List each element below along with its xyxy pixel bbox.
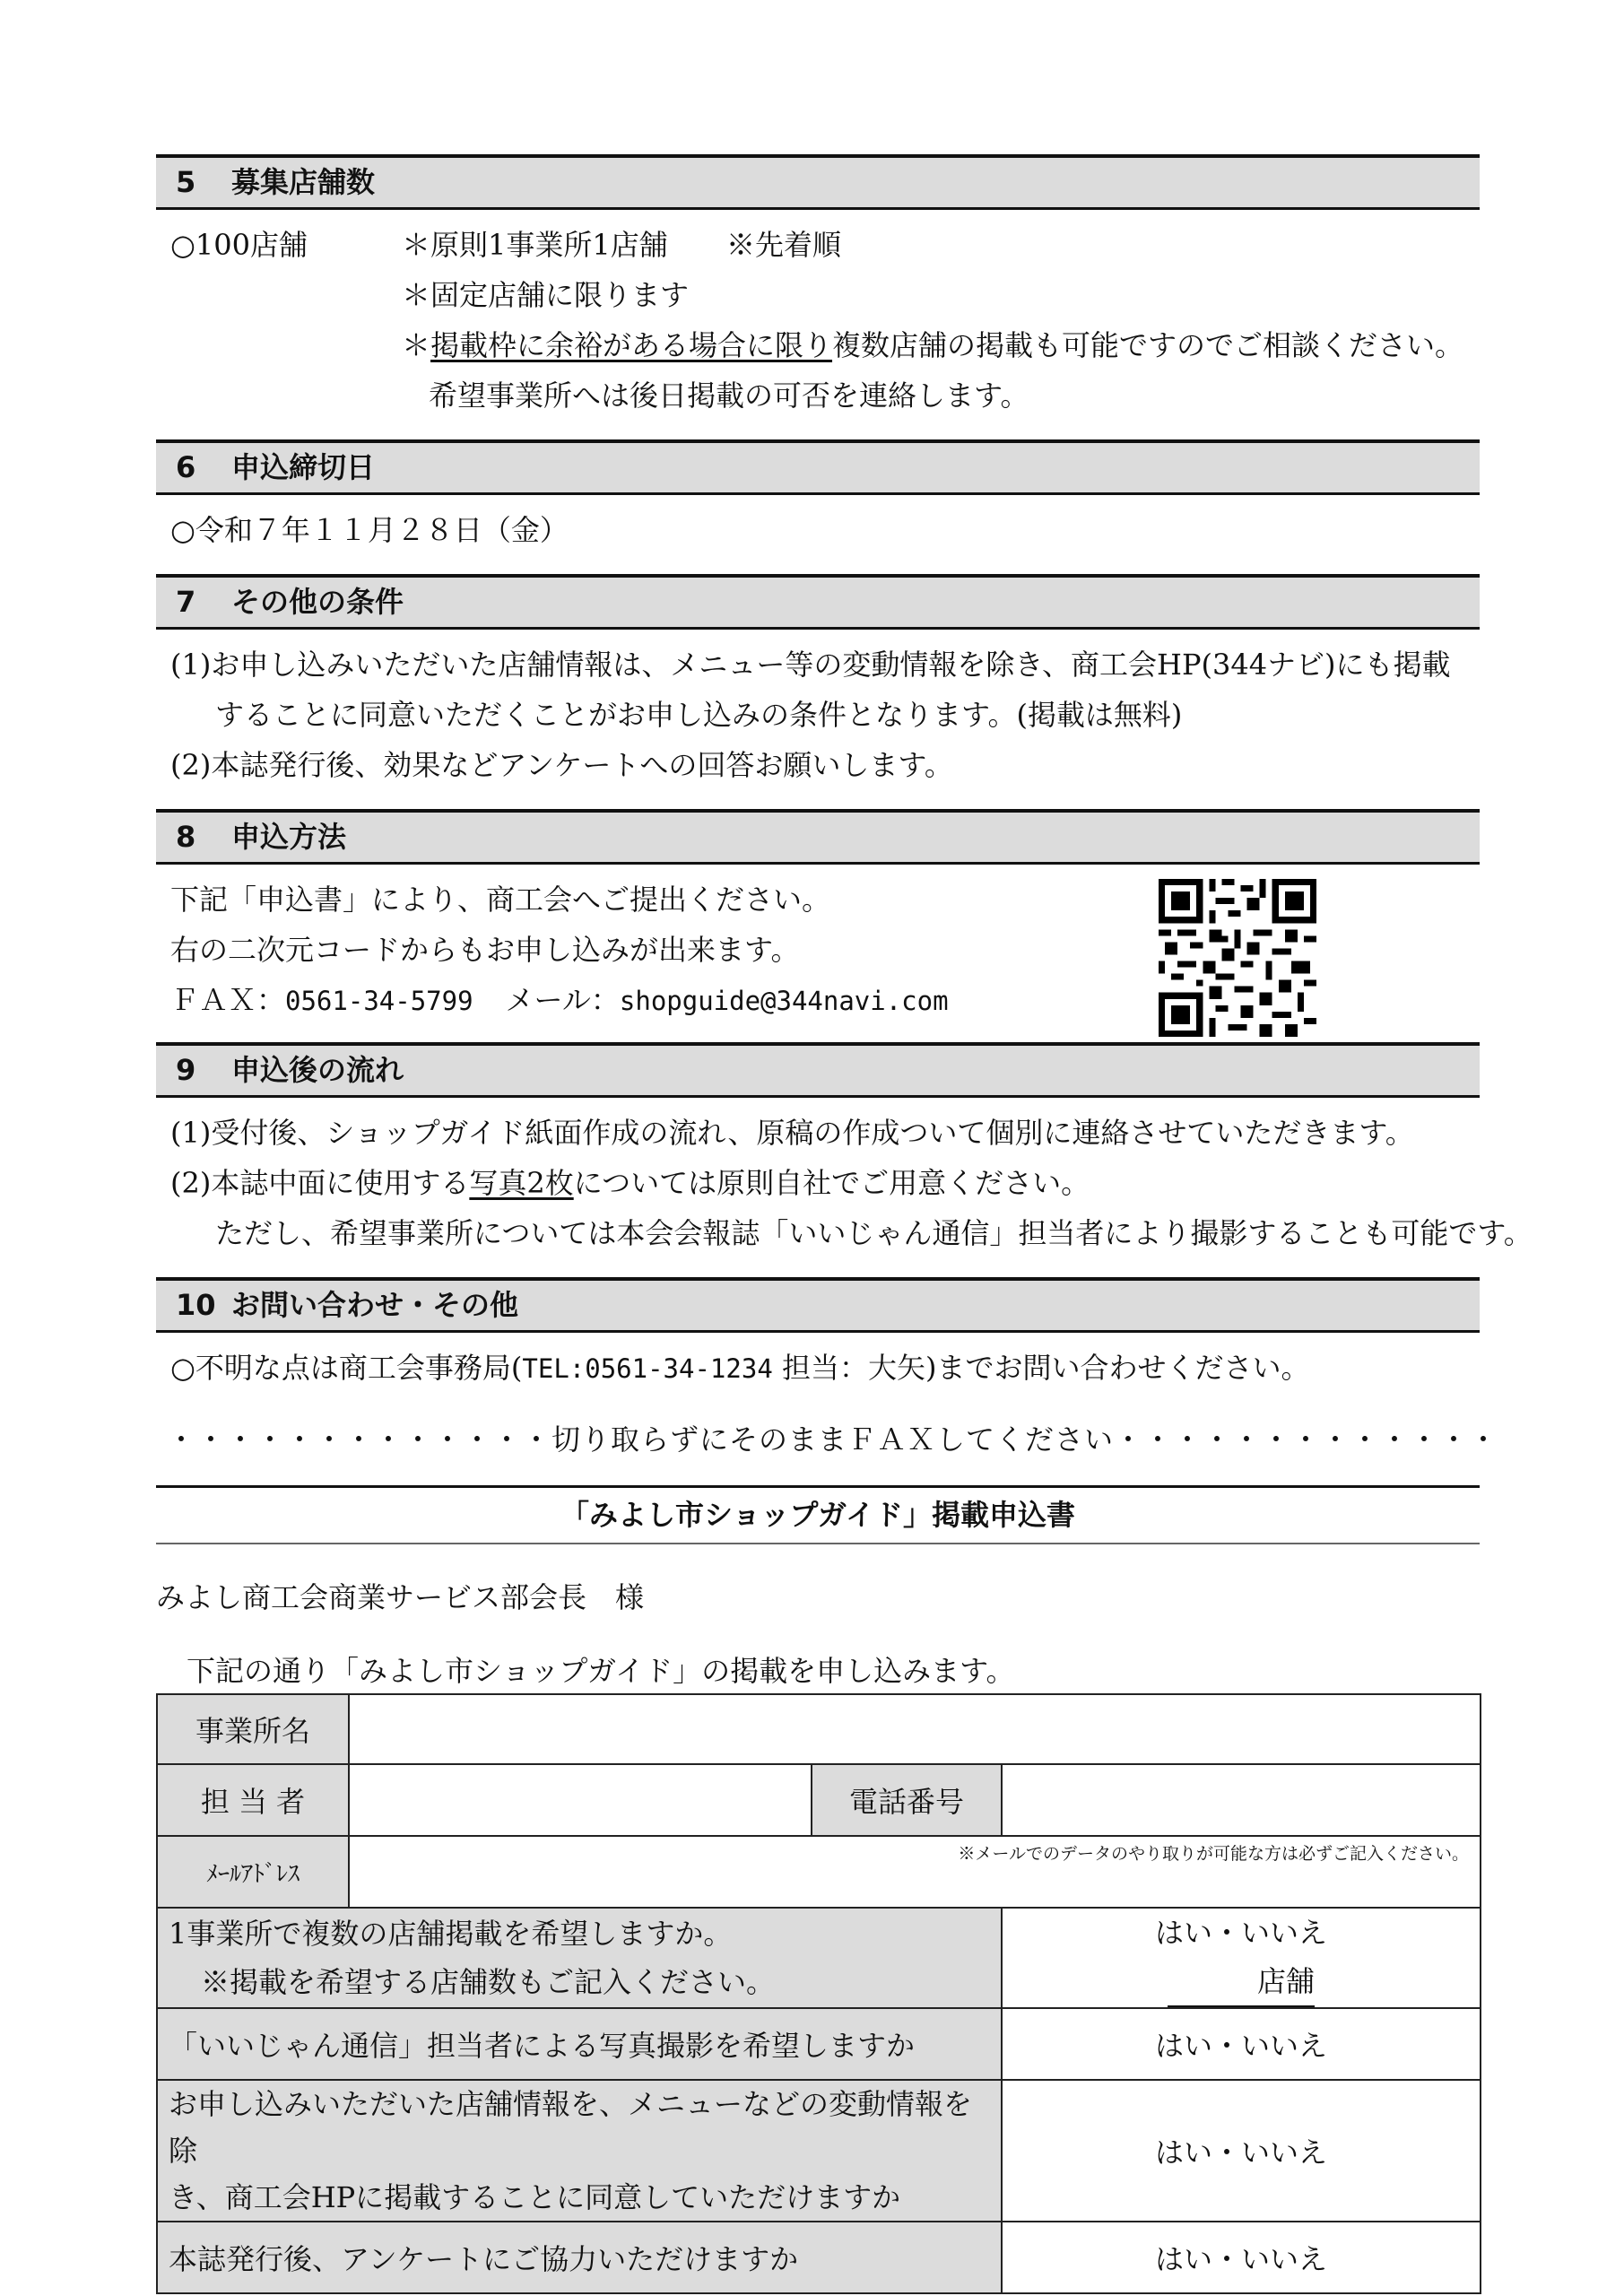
fax-number: 0561-34-5799	[285, 986, 473, 1016]
section-number: 10	[176, 1288, 216, 1322]
fax-label: ＦＡＸ：	[170, 983, 286, 1017]
store-count: ○100店舗	[170, 228, 308, 262]
email-field[interactable]	[349, 1836, 1481, 1908]
flow-line-2-start: (2)本誌中面に使用する	[170, 1166, 470, 1200]
section-title: 申込後の流れ	[231, 1053, 404, 1087]
section-6-header	[156, 439, 1480, 495]
section-number: 9	[176, 1053, 196, 1087]
yes-no-choice[interactable]: はい・いいえ	[1154, 1916, 1327, 1950]
section-title: お問い合わせ・その他	[231, 1288, 519, 1322]
mail-address[interactable]: shopguide@344navi.com	[619, 986, 949, 1016]
inquiry-start: ○不明な点は商工会事務局(	[170, 1351, 523, 1385]
section-10-header	[156, 1277, 1480, 1333]
section-7-header	[156, 574, 1480, 630]
inquiry-line	[170, 1345, 1309, 1387]
question-multiple-stores	[157, 1908, 1002, 2008]
flow-line-2	[170, 1161, 1090, 1202]
flow-line-1: (1)受付後、ショップガイド紙面作成の流れ、原稿の作成ついて個別に連絡させていただきます。	[170, 1116, 1414, 1150]
business-name-label: 事業所名	[157, 1694, 349, 1764]
section-title: その他の条件	[231, 585, 404, 619]
section-number: 5	[176, 165, 196, 199]
section-number: 8	[176, 820, 196, 854]
note-one-per-business: ＊原則1事業所1店舗	[402, 228, 668, 262]
email-note: ※メールでのデータのやり取りが可能な方は必ずご記入ください。	[958, 1844, 1469, 1864]
question-note: ※掲載を希望する店舗数もご記入ください。	[201, 1965, 776, 1999]
note-first-come: ※先着順	[726, 228, 842, 262]
person-in-charge-field[interactable]	[349, 1764, 812, 1836]
section-8-header	[156, 809, 1480, 865]
section-number: 7	[176, 585, 196, 619]
cut-line: ・・・・・・・・・・・・・切り取らずにそのままＦＡＸしてください・・・・・・・・・・・・・	[167, 1422, 1499, 1457]
phone-label: 電話番号	[812, 1764, 1002, 1836]
section-title: 募集店舗数	[231, 165, 376, 199]
method-line-2: 右の二次元コードからもお申し込みが出来ます。	[170, 933, 800, 967]
method-line-1: 下記「申込書」により、商工会へご提出ください。	[170, 883, 831, 917]
condition-1-cont: することに同意いただくことがお申し込みの条件となります。(掲載は無料)	[215, 698, 1183, 732]
section-9-header	[156, 1042, 1480, 1098]
asterisk: ＊	[402, 328, 431, 362]
business-name-field[interactable]	[349, 1694, 1481, 1764]
condition-1: (1)お申し込みいただいた店舗情報は、メニュー等の変動情報を除き、商工会HP(344ナビ)にも掲載	[170, 648, 1451, 682]
answer-photo[interactable]: はい・いいえ	[1002, 2008, 1481, 2080]
inquiry-end: 担当：大矢)までお問い合わせください。	[772, 1351, 1310, 1385]
section-title: 申込方法	[231, 820, 347, 854]
email-label: ﾒｰﾙｱﾄﾞﾚｽ	[157, 1836, 349, 1908]
flow-line-2-end: については原則自社でご用意ください。	[573, 1166, 1090, 1200]
note-rest: 複数店舗の掲載も可能ですのでご相談ください。	[832, 328, 1464, 362]
question-text-2: き、商工会HPに掲載することに同意していただけますか	[169, 2180, 901, 2214]
application-form	[156, 1693, 1481, 2294]
section-number: 6	[176, 450, 196, 484]
form-intro: 下記の通り「みよし市ショップガイド」の掲載を申し込みます。	[187, 1654, 1015, 1688]
deadline-date: ○令和７年１１月２８日（金）	[170, 513, 569, 547]
note-contact-later: 希望事業所へは後日掲載の可否を連絡します。	[429, 378, 1029, 413]
flow-line-3: ただし、希望事業所については本会会報誌「いいじゃん通信」担当者により撮影することも可能です。	[215, 1216, 1533, 1250]
mail-label: メール：	[505, 983, 620, 1017]
form-title: 「みよし市ショップガイド」掲載申込書	[156, 1485, 1480, 1544]
contact-line	[170, 978, 949, 1019]
answer-multiple-stores[interactable]	[1002, 1908, 1481, 2008]
qr-code-icon[interactable]	[1159, 879, 1316, 1037]
question-text: 1事業所で複数の店舗掲載を希望しますか。	[169, 1917, 733, 1951]
form-addressee: みよし商工会商業サービス部会長 様	[156, 1580, 645, 1614]
store-count-blank[interactable]	[1168, 1957, 1315, 2007]
question-survey: 本誌発行後、アンケートにご協力いただけますか	[157, 2222, 1002, 2293]
section-title: 申込締切日	[231, 450, 376, 484]
note-fixed-store: ＊固定店舗に限ります	[402, 278, 690, 312]
question-text-1: お申し込みいただいた店舗情報を、メニューなどの変動情報を除	[169, 2087, 973, 2168]
stores-unit: 店舗	[1256, 1964, 1315, 1998]
inquiry-phone: TEL:0561-34-1234	[522, 1353, 773, 1384]
question-hp-consent	[157, 2080, 1002, 2222]
person-in-charge-label: 担 当 者	[157, 1764, 349, 1836]
answer-hp-consent[interactable]: はい・いいえ	[1002, 2080, 1481, 2222]
question-photo: 「いいじゃん通信」担当者による写真撮影を希望しますか	[157, 2008, 1002, 2080]
phone-field[interactable]	[1002, 1764, 1481, 1836]
answer-survey[interactable]: はい・いいえ	[1002, 2222, 1481, 2293]
note-multiple-stores	[402, 323, 1463, 364]
photo-count: 写真2枚	[469, 1166, 574, 1200]
underlined-condition: 掲載枠に余裕がある場合に限り	[430, 328, 833, 362]
condition-2: (2)本誌発行後、効果などアンケートへの回答お願いします。	[170, 748, 953, 782]
section-5-header	[156, 154, 1480, 210]
